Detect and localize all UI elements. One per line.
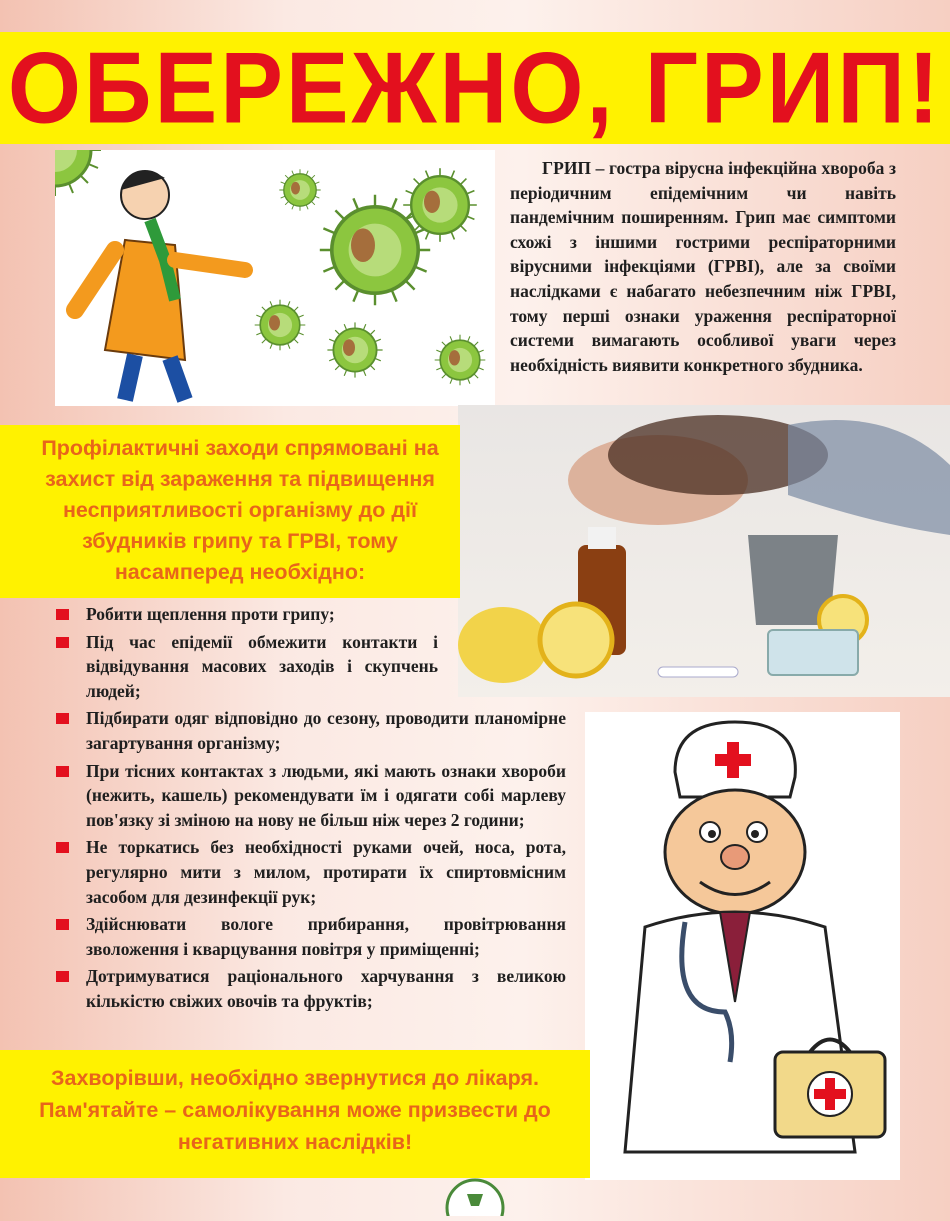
list-item: При тісних контактах з людьми, які мають ознаки хвороби (нежить, кашель) рекомендувати їм і одягати собі марлеву пов'язку зі зміною на нову не більш ніж через 2 години;	[56, 759, 566, 833]
emblem-logo	[443, 1176, 507, 1216]
bullet-marker-icon	[56, 713, 69, 724]
prevention-heading: Профілактичні заходи спрямовані на захист від зараження та підвищення несприятливості організму до дії збудників грипу та ГРВІ, тому насамперед необхідно:	[41, 436, 439, 584]
warning-text: Захворівши, необхідно звернутися до лікаря. Пам'ятайте – самолікування може призвести до негативних наслідків!	[39, 1066, 551, 1154]
flu-intro-text: ГРИП – гостра вірусна інфекційна хвороба з періодичним епідемічним чи навіть пандемічним поширенням. Грип має симптоми схожі з іншими гострими респіраторними вірусними інфекціями (ГРВІ), але за своїми наслідками є набагато небезпечним ніж ГРВІ, тому перші ознаки ураження респіраторної системи вимагають особливої уваги через необхідність виявити конкретного збудника.	[510, 158, 896, 375]
sick-man-virus-illustration	[55, 150, 495, 406]
doctor-illustration	[585, 712, 900, 1180]
list-item: Робити щеплення проти грипу;	[56, 602, 566, 627]
bullet-marker-icon	[56, 766, 69, 777]
bullet-marker-icon	[56, 842, 69, 853]
bullet-marker-icon	[56, 971, 69, 982]
bullet-marker-icon	[56, 637, 69, 648]
bullet-marker-icon	[56, 919, 69, 930]
list-item: Не торкатись без необхідності руками очей, носа, рота, регулярно мити з милом, протирати їх спиртовмісним засобом для дезинфекції рук;	[56, 835, 566, 909]
list-item: Здійснювати вологе прибирання, провітрювання зволоження і кварцування повітря у приміщенні;	[56, 912, 566, 961]
list-item: Дотримуватися раціонального харчування з великою кількістю свіжих овочів та фруктів;	[56, 964, 566, 1013]
title-banner	[0, 32, 950, 144]
list-item: Підбирати одяг відповідно до сезону, проводити планомірне загартування організму;	[56, 706, 566, 755]
prevention-list	[56, 602, 566, 1017]
page-title: ОБЕРЕЖНО, ГРИП!	[7, 30, 943, 145]
list-item: Під час епідемії обмежити контакти і відвідування масових заходів і скупчень людей;	[56, 630, 438, 704]
bullet-marker-icon	[56, 609, 69, 620]
